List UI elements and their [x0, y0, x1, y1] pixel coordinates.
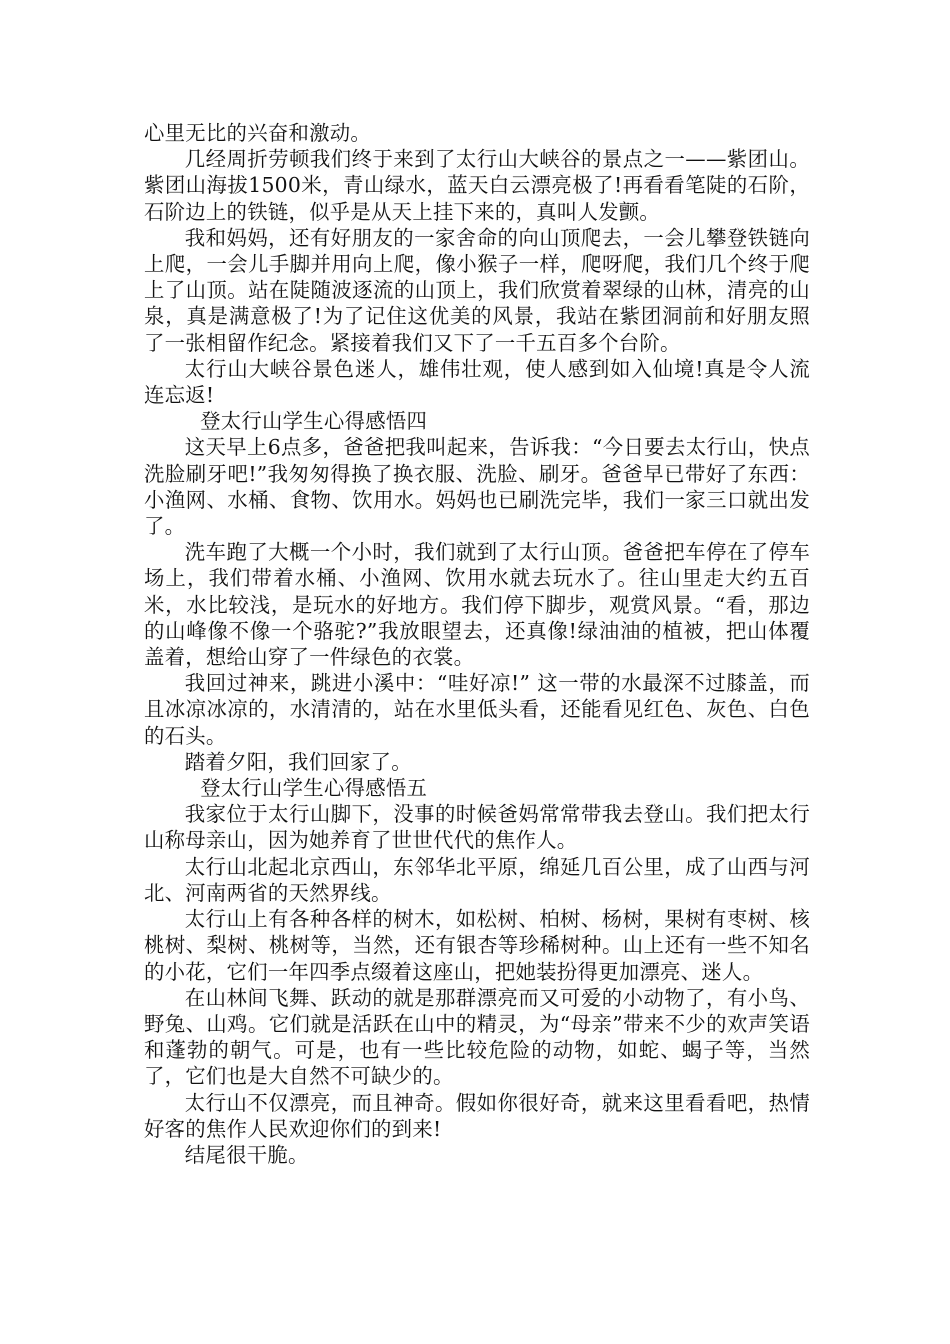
paragraph: 太行山不仅漂亮，而且神奇。假如你很好奇，就来这里看看吧，热情好客的焦作人民欢迎你们的到来!: [144, 1090, 810, 1141]
paragraph: 这天早上6点多，爸爸把我叫起来，告诉我：“今日要去太行山，快点洗脸刷牙吧!”我匆匆得换了换衣服、洗脸、刷牙。爸爸早已带好了东西：小渔网、水桶、食物、饮用水。妈妈也已刷洗完毕，我们一家三口就出发了。: [144, 435, 810, 539]
document-page: [144, 120, 810, 1168]
paragraph: 太行山北起北京西山，东邻华北平原，绵延几百公里，成了山西与河北、河南两省的天然界线。: [144, 854, 810, 905]
paragraph: 心里无比的兴奋和激动。: [144, 121, 372, 145]
paragraph: 洗车跑了大概一个小时，我们就到了太行山顶。爸爸把车停在了停车场上，我们带着水桶、小渔网、饮用水就去玩水了。往山里走大约五百米，水比较浅，是玩水的好地方。我们停下脚步，观赏风景。“看，那边的山峰像不像一个骆驼?”我放眼望去，还真像!绿油油的植被，把山体覆盖着，想给山穿了一件绿色的衣裳。: [144, 540, 810, 670]
paragraph: 在山林间飞舞、跃动的就是那群漂亮而又可爱的小动物了，有小鸟、野兔、山鸡。它们就是活跃在山中的精灵，为“母亲”带来不少的欢声笑语和蓬勃的朝气。可是，也有一些比较危险的动物，如蛇、蝎子等，当然了，它们也是大自然不可缺少的。: [144, 985, 810, 1089]
paragraph: 几经周折劳顿我们终于来到了太行山大峡谷的景点之一——紫团山。紫团山海拔1500米，青山绿水，蓝天白云漂亮极了!再看看笔陡的石阶，石阶边上的铁链，似乎是从天上挂下来的，真叫人发颤。: [144, 147, 810, 224]
section-heading: 登太行山学生心得感悟五: [200, 776, 428, 801]
paragraph: 踏着夕阳，我们回家了。: [184, 749, 412, 774]
section-heading: 登太行山学生心得感悟四: [200, 409, 428, 434]
paragraph: 我回过神来，跳进小溪中：“哇好凉!” 这一带的水最深不过膝盖，而且冰凉冰凉的，水清清的，站在水里低头看，还能看见红色、灰色、白色的石头。: [144, 671, 810, 748]
paragraph: 我和妈妈，还有好朋友的一家舍命的向山顶爬去，一会儿攀登铁链向上爬，一会儿手脚并用向上爬，像小猴子一样，爬呀爬，我们几个终于爬上了山顶。站在陡随波逐流的山顶上，我们欣赏着翠绿的山林，清亮的山泉，真是满意极了!为了记住这优美的风景，我站在紫团洞前和好朋友照了一张相留作纪念。紧接着我们又下了一千五百多个台阶。: [144, 225, 810, 355]
paragraph: 结尾很干脆。: [184, 1142, 309, 1167]
paragraph: 我家位于太行山脚下，没事的时候爸妈常常带我去登山。我们把太行山称母亲山，因为她养育了世世代代的焦作人。: [144, 802, 810, 853]
paragraph: 太行山大峡谷景色迷人，雄伟壮观，使人感到如入仙境!真是令人流连忘返!: [144, 356, 810, 408]
paragraph: 太行山上有各种各样的树木，如松树、柏树、杨树，果树有枣树、核桃树、梨树、桃树等，当然，还有银杏等珍稀树种。山上还有一些不知名的小花，它们一年四季点缀着这座山，把她装扮得更加漂亮、迷人。: [144, 907, 810, 984]
